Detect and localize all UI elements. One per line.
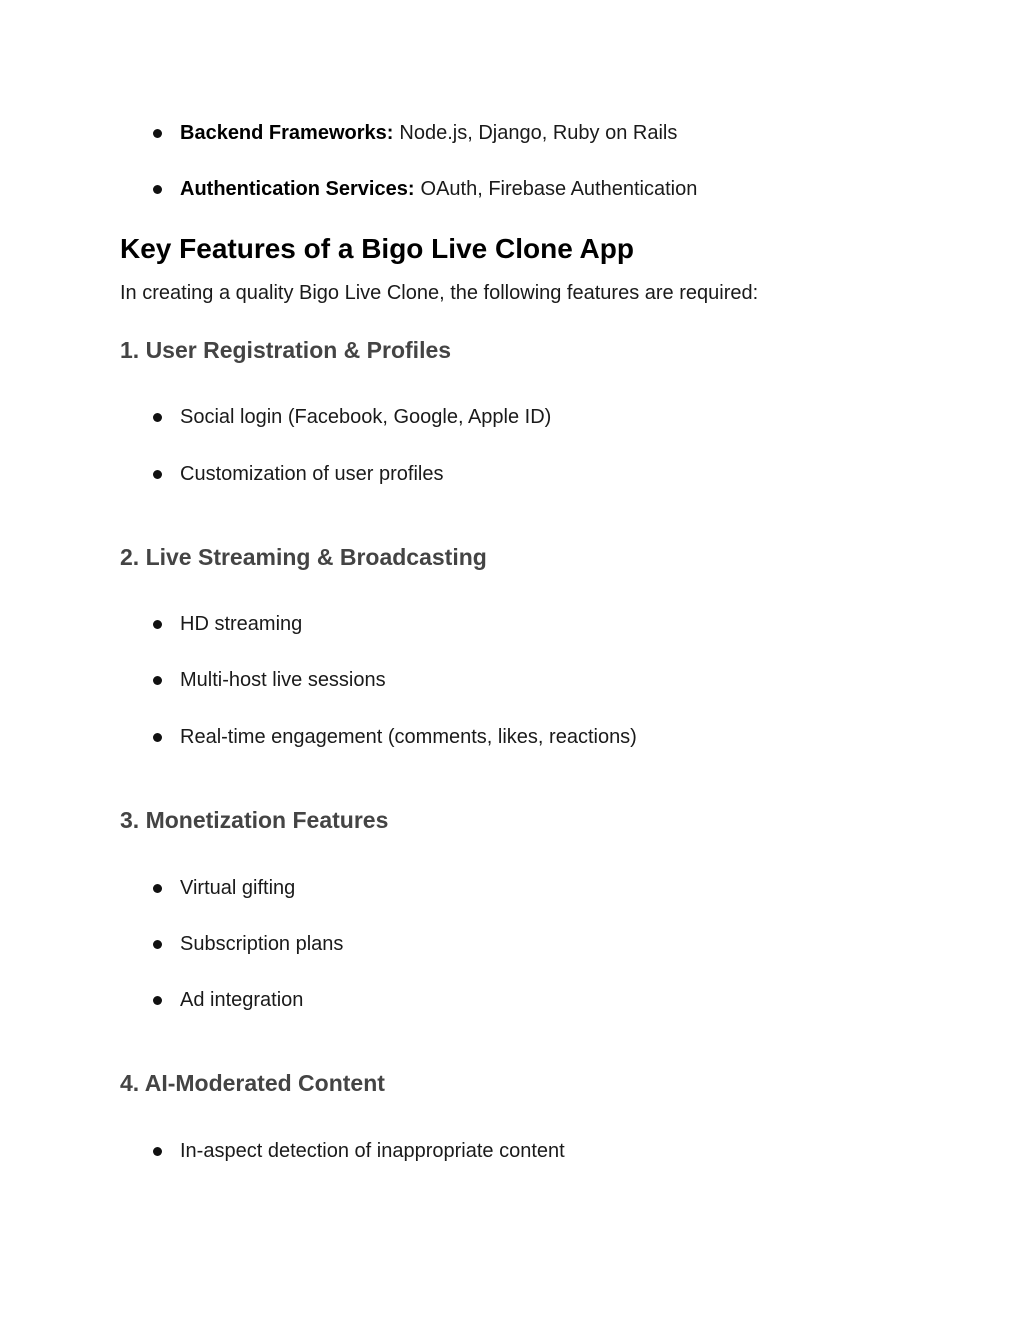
list-item	[150, 873, 295, 903]
bullet-label: Authentication Services:	[180, 177, 415, 200]
bullet-text: OAuth, Firebase Authentication	[420, 177, 698, 200]
list-item	[150, 722, 637, 752]
list-item	[150, 459, 443, 489]
list-item	[150, 174, 697, 204]
bullet-text: Node.js, Django, Ruby on Rails	[399, 121, 678, 144]
bullet-text: HD streaming	[180, 612, 303, 635]
bullet-text: Subscription plans	[180, 932, 344, 955]
bullet-icon	[153, 129, 162, 138]
bullet-icon	[153, 676, 162, 685]
list-item	[150, 1136, 565, 1166]
bullet-icon	[153, 620, 162, 629]
list-item	[150, 665, 386, 695]
page-title: Key Features of a Bigo Live Clone App	[120, 233, 634, 264]
bullet-icon	[153, 940, 162, 949]
bullet-text: Social login (Facebook, Google, Apple ID)	[180, 405, 552, 428]
list-item	[150, 402, 551, 432]
list-item	[150, 609, 302, 639]
bullet-icon	[153, 413, 162, 422]
bullet-icon	[153, 884, 162, 893]
list-item	[150, 118, 677, 148]
bullet-text: Real-time engagement (comments, likes, reactions)	[180, 725, 637, 748]
section-heading: 3. Monetization Features	[120, 807, 389, 833]
section-heading: 2. Live Streaming & Broadcasting	[120, 544, 487, 570]
intro-paragraph: In creating a quality Bigo Live Clone, the following features are required:	[120, 282, 759, 304]
bullet-text: Ad integration	[180, 988, 304, 1011]
section-heading: 4. AI-Moderated Content	[120, 1070, 385, 1096]
bullet-icon	[153, 1147, 162, 1156]
bullet-icon	[153, 470, 162, 479]
list-item	[150, 929, 343, 959]
bullet-text: Multi-host live sessions	[180, 668, 386, 691]
list-item	[150, 985, 303, 1015]
bullet-text: Virtual gifting	[180, 876, 296, 899]
section-heading: 1. User Registration & Profiles	[120, 337, 452, 363]
bullet-icon	[153, 996, 162, 1005]
bullet-text: Customization of user profiles	[180, 462, 444, 485]
bullet-text: In-aspect detection of inappropriate content	[180, 1139, 565, 1162]
bullet-label: Backend Frameworks:	[180, 121, 394, 144]
bullet-icon	[153, 733, 162, 742]
bullet-icon	[153, 185, 162, 194]
